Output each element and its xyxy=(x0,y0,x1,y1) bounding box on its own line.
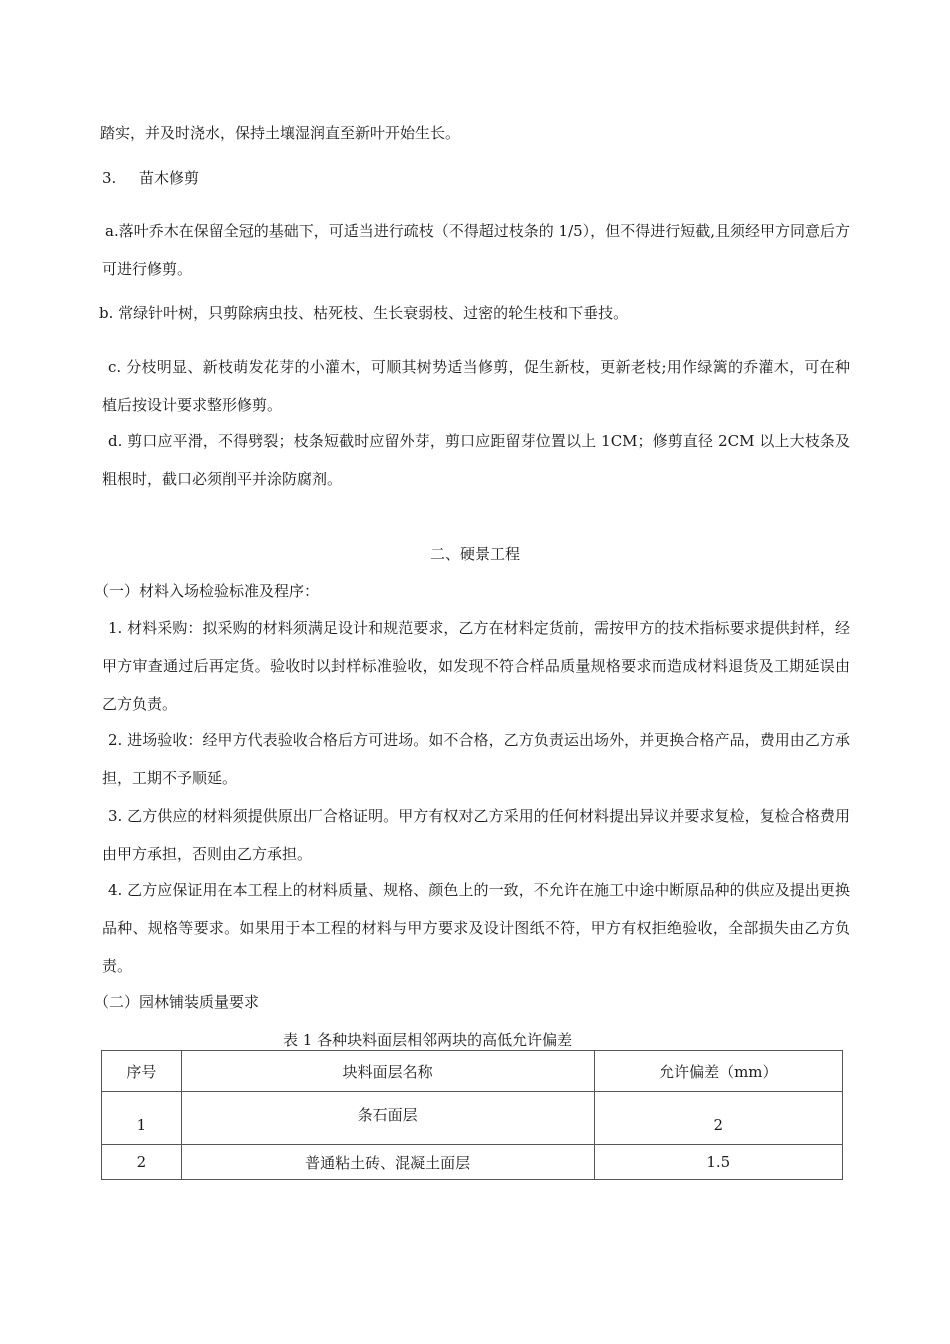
table-caption: 表 1 各种块料面层相邻两块的高低允许偏差 xyxy=(283,1031,573,1049)
header-cell-tolerance: 允许偏差（mm） xyxy=(594,1051,842,1092)
item-a: a.落叶乔木在保留全冠的基础下，可适当进行疏枝（不得超过枝条的 1/5），但不得进行短截,且须经甲方同意后方可进行修剪。 xyxy=(102,222,850,278)
table-cell-tolerance: 1.5 xyxy=(594,1145,842,1180)
table-cell-name: 条石面层 xyxy=(181,1092,594,1145)
subsection-2-title: （二）园林铺装质量要求 xyxy=(94,993,260,1011)
header-cell-name: 块料面层名称 xyxy=(181,1051,594,1092)
material-item-3: 3. 乙方供应的材料须提供原出厂合格证明。甲方有权对乙方采用的任何材料提出异议并要求复检，复检合格费用由甲方承担，否则由乙方承担。 xyxy=(102,807,850,863)
item-d: d. 剪口应平滑，不得劈裂；枝条短截时应留外芽，剪口应距留芽位置以上 1CM；修剪直径 2CM 以上大枝条及粗根时，截口必须削平并涂防腐剂。 xyxy=(102,432,850,488)
table-row xyxy=(102,1092,843,1145)
item-c: c. 分枝明显、新枝萌发花芽的小灌木，可顺其树势适当修剪，促生新枝，更新老枝;用作绿篱的乔灌木，可在种植后按设计要求整形修剪。 xyxy=(102,358,850,414)
section-3-number: 3. xyxy=(102,169,117,187)
table-cell-index: 2 xyxy=(102,1145,182,1180)
chapter-title: 二、硬景工程 xyxy=(429,545,520,563)
section-3-title: 苗木修剪 xyxy=(139,169,200,187)
table-cell-tolerance: 2 xyxy=(594,1092,842,1145)
subsection-1-title: （一）材料入场检验标准及程序： xyxy=(94,582,320,600)
material-item-1: 1. 材料采购：拟采购的材料须满足设计和规范要求，乙方在材料定货前，需按甲方的技术指标要求提供封样，经甲方审查通过后再定货。验收时以封样标准验收，如发现不符合样品质量规格要求而造成材料退货及工期延误由乙方负责。 xyxy=(102,619,850,713)
table-cell-name: 普通粘土砖、混凝土面层 xyxy=(181,1145,594,1180)
header-cell-index: 序号 xyxy=(102,1051,182,1092)
material-item-4: 4. 乙方应保证用在本工程上的材料质量、规格、颜色上的一致，不允许在施工中途中断原品种的供应及提出更换品种、规格等要求。如果用于本工程的材料与甲方要求及设计图纸不符，甲方有权拒绝验收，全部损失由乙方负责。 xyxy=(102,881,850,975)
tolerance-table xyxy=(101,1050,843,1180)
material-item-2: 2. 进场验收：经甲方代表验收合格后方可进场。如不合格，乙方负责运出场外，并更换合格产品，费用由乙方承担，工期不予顺延。 xyxy=(102,731,850,787)
table-cell-index: 1 xyxy=(102,1092,182,1145)
table-row xyxy=(102,1145,843,1180)
table-header-row xyxy=(102,1051,843,1092)
item-b: b. 常绿针叶树，只剪除病虫技、枯死枝、生长衰弱枝、过密的轮生枝和下垂技。 xyxy=(99,304,629,322)
paragraph-intro-tail: 踏实，并及时浇水，保持土壤湿润直至新叶开始生长。 xyxy=(100,124,461,142)
